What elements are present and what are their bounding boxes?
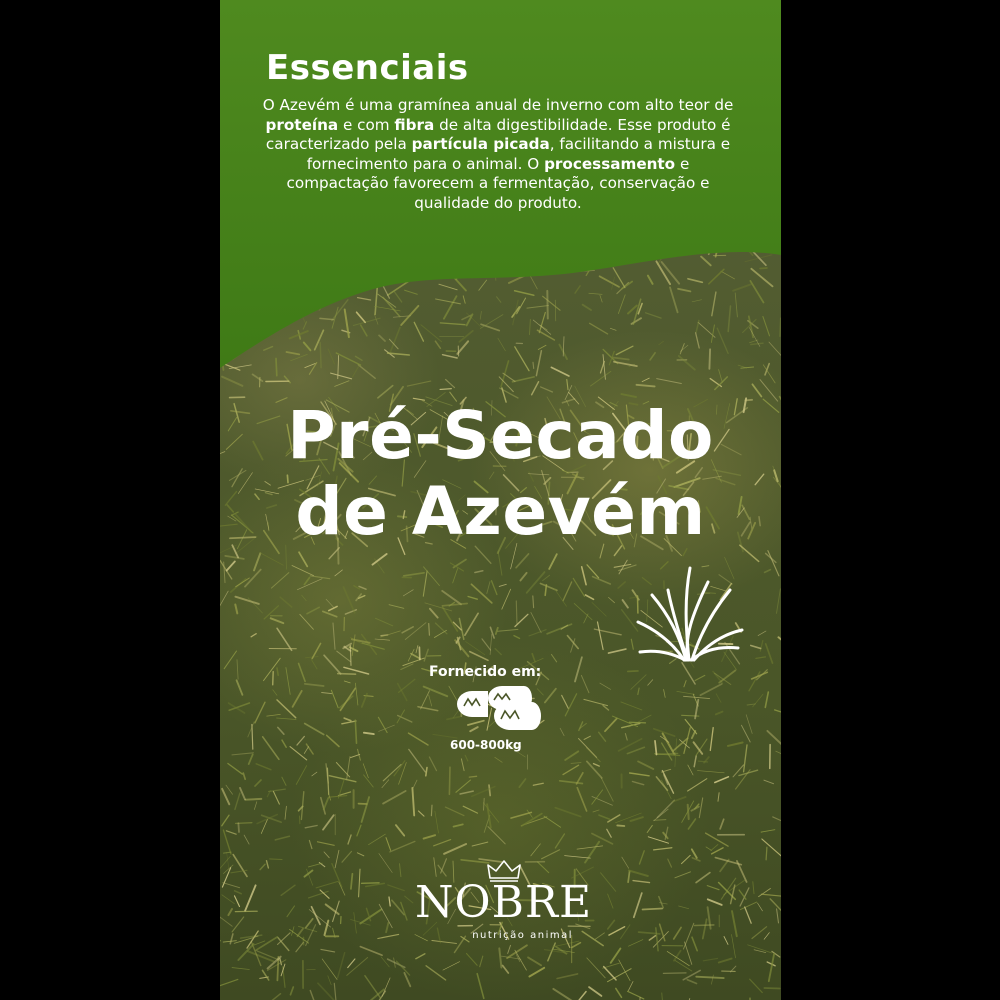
product-title [220,398,781,550]
description-text: e compactação favorecem a fermentação, conservação e qualidade do produto. [286,154,710,212]
product-title-line-1: Pré-Secado [287,397,714,474]
supply-label: Fornecido em: [429,664,542,680]
description-highlight: processamento [544,154,676,173]
description-text: de alta digestibilidade. Esse produto é caracterizado pela [265,115,731,153]
description-text: O Azevém é uma gramínea anual de inverno com alto teor de [262,96,734,114]
description-highlight: fibra [394,115,435,134]
brand-tagline: nutrição animal [472,930,573,941]
brand-logo [415,860,593,950]
section-title: Essenciais [266,48,469,88]
description-highlight: partícula picada [411,135,550,153]
product-title-line-2: de Azevém [295,473,706,550]
description-text: , facilitando a mistura e fornecimento para o animal. O [306,135,731,173]
product-poster [220,0,781,1000]
product-description [256,96,740,213]
description-text: e com [338,115,395,134]
grass-icon [634,560,744,670]
description-highlight: proteína [265,115,339,134]
hay-bales-icon [454,682,544,732]
weight-label: 600-800kg [450,738,522,752]
brand-name: NOBRE [415,877,593,928]
